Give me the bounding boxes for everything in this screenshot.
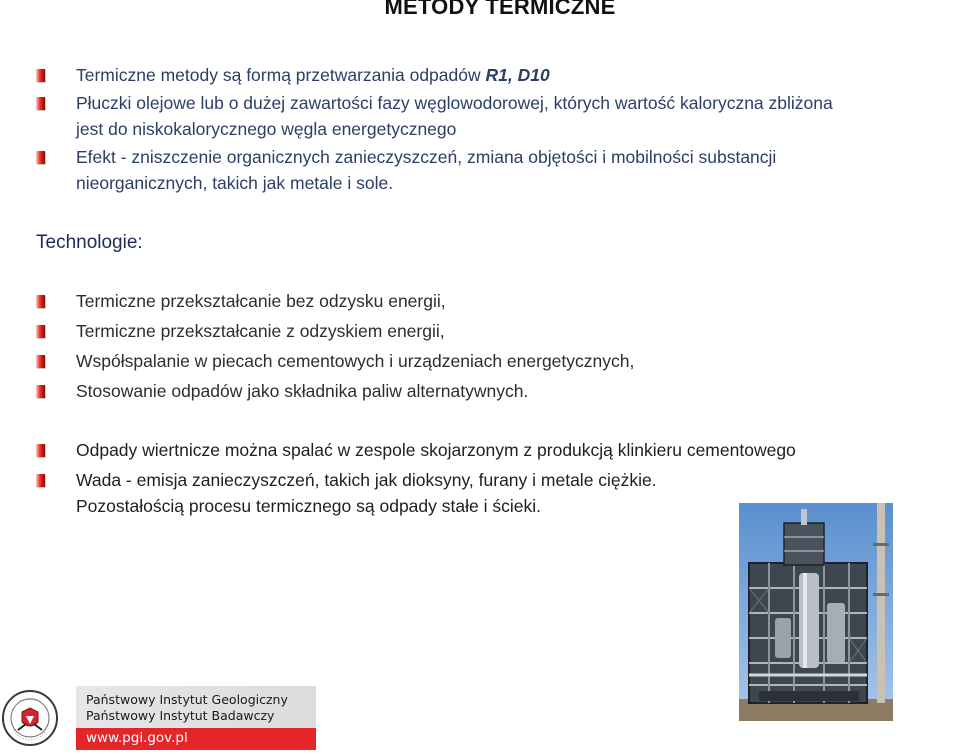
- institute-name: Państwowy Instytut Geologiczny: [86, 692, 288, 707]
- bullet-icon: [36, 69, 45, 82]
- bullet-icon: [36, 355, 45, 368]
- pgi-seal-icon: [0, 686, 60, 750]
- technologies-list: [34, 286, 960, 406]
- list-item: [34, 346, 960, 376]
- list-item: [34, 437, 960, 463]
- bullet-icon: [36, 295, 45, 308]
- bullet-emphasis: R1, D10: [485, 65, 550, 85]
- bullet-icon: [36, 97, 45, 110]
- bullet-text-line: nieorganicznych, takich jak metale i sole.: [76, 173, 394, 193]
- list-item: [34, 316, 960, 346]
- list-item: [34, 286, 960, 316]
- intro-bullet-list: [34, 62, 960, 196]
- bullet-text-line: jest do niskokalorycznego węgla energetycznego: [76, 119, 457, 139]
- list-item: [34, 62, 960, 88]
- bullet-text-line: Odpady wiertnicze można spalać w zespole skojarzonym z produkcją klinkieru cementowego: [76, 440, 796, 460]
- bullet-text: Współspalanie w piecach cementowych i urządzeniach energetycznych,: [76, 351, 635, 371]
- bullet-text-line: Wada - emisja zanieczyszczeń, takich jak dioksyny, furany i metale ciężkie.: [76, 470, 657, 490]
- technologies-heading: Technologie:: [36, 232, 143, 253]
- bullet-text: Stosowanie odpadów jako składnika paliw alternatywnych.: [76, 381, 529, 401]
- bullet-text: Termiczne przekształcanie bez odzysku energii,: [76, 291, 446, 311]
- bullet-text-line: Płuczki olejowe lub o dużej zawartości fazy węglowodorowej, których wartość kaloryczna zbliżona: [76, 93, 833, 113]
- list-item: [34, 90, 960, 142]
- bullet-icon: [36, 444, 45, 457]
- bullet-icon: [36, 385, 45, 398]
- list-item: [34, 144, 960, 196]
- bullet-icon: [36, 325, 45, 338]
- bullet-text: Termiczne metody są formą przetwarzania odpadów: [76, 65, 486, 85]
- bullet-text-line: Pozostałością procesu termicznego są odpady stałe i ścieki.: [76, 496, 541, 516]
- website-link[interactable]: www.pgi.gov.pl: [86, 730, 188, 746]
- page-title: METODY TERMICZNE: [384, 0, 616, 19]
- logo: [0, 686, 60, 750]
- bullet-icon: [36, 151, 45, 164]
- footer: [0, 686, 960, 750]
- bullet-text: Termiczne przekształcanie z odzyskiem energii,: [76, 321, 445, 341]
- list-item: [34, 376, 960, 406]
- bullet-text-line: Efekt - zniszczenie organicznych zanieczyszczeń, zmiana objętości i mobilności substancji: [76, 147, 777, 167]
- institute-subtitle: Państwowy Instytut Badawczy: [86, 708, 275, 723]
- bullet-icon: [36, 474, 45, 487]
